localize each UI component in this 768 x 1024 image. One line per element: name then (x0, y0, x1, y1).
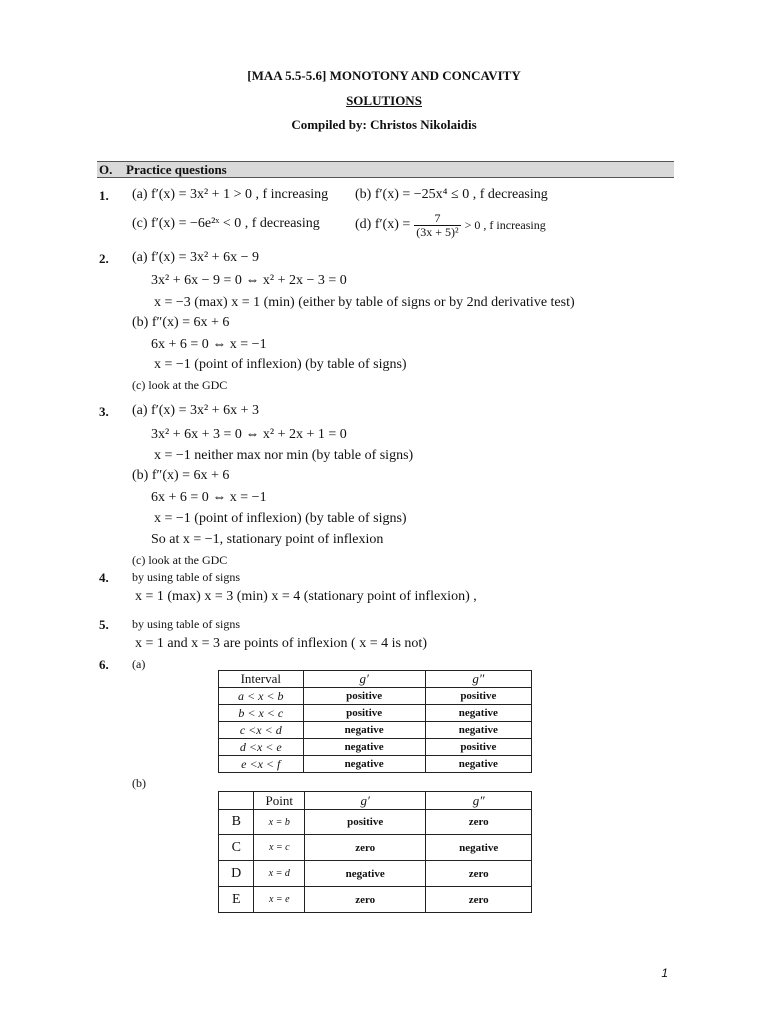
table-row (219, 756, 532, 773)
g-prime-header (303, 671, 425, 688)
solutions-heading (0, 93, 768, 109)
question-1-number: 1. (99, 188, 109, 203)
interval-cell (219, 705, 304, 722)
q2-line-5: 6x + 6 = 0 ⇔ x = −1 (151, 337, 267, 352)
table-row (219, 722, 532, 739)
g-prime-label: g′ (359, 671, 369, 686)
g-double-prime-header (425, 671, 531, 688)
table-row (219, 835, 532, 861)
point-x-cell (254, 810, 305, 835)
question-4-number: 4. (99, 570, 109, 585)
table-row (219, 739, 532, 756)
table-row (219, 861, 532, 887)
interval-cell (219, 722, 304, 739)
q3-line-2: 3x² + 6x + 3 = 0 ⇔ x² + 2x + 1 = 0 (151, 427, 347, 442)
g-prime-cell: negative (303, 722, 425, 739)
point-letter: E (219, 887, 254, 913)
q1-part-a: (a) f′(x) = 3x² + 1 > 0 , f increasing (132, 187, 329, 202)
g-prime-cell: zero (305, 887, 426, 913)
section-bar (97, 161, 674, 178)
point-table-header (219, 792, 532, 810)
g-double-prime-cell: positive (425, 688, 531, 705)
point-x-value: x = b (268, 816, 290, 828)
interval-value: e <x < f (241, 756, 281, 771)
document-title: [MAA 5.5-5.6] MONOTONY AND CONCAVITY (247, 68, 521, 83)
q2-line-4: (b) f″(x) = 6x + 6 (132, 315, 230, 330)
compiled-by: Compiled by: Christos Nikolaidis (291, 117, 477, 132)
point-letter: D (219, 861, 254, 887)
solutions-label: SOLUTIONS (346, 93, 422, 108)
interval-value: a < x < b (238, 688, 284, 703)
interval-cell (219, 739, 304, 756)
table-row (219, 705, 532, 722)
g-double-prime-cell: negative (426, 835, 532, 861)
q3-line-1: (a) f′(x) = 3x² + 6x + 3 (132, 403, 259, 418)
interval-table-header (219, 671, 532, 688)
interval-value: c <x < d (239, 722, 282, 737)
g-double-prime-header (426, 792, 532, 810)
question-3-number: 3. (99, 404, 109, 419)
blank-header (219, 792, 254, 810)
q1-d-prefix: (d) f′(x) = (355, 217, 411, 232)
g-prime-header (305, 792, 426, 810)
table-row (219, 887, 532, 913)
q2-line-3: x = −3 (max) x = 1 (min) (either by table of signs or by 2nd derivative test) (154, 295, 575, 310)
g-double-prime-cell: zero (426, 810, 532, 835)
interval-header: Interval (219, 671, 304, 688)
q2-line-7: (c) look at the GDC (132, 378, 228, 392)
q1-d-denominator: (3x + 5)² (416, 224, 459, 239)
q6-part-a-label: (a) (132, 657, 146, 671)
question-2-number: 2. (99, 251, 109, 266)
q3-line-8: (c) look at the GDC (132, 553, 228, 567)
section-title: Practice questions (126, 162, 227, 177)
q4-line-1: by using table of signs (132, 570, 240, 584)
interval-value: d <x < e (239, 739, 282, 754)
point-letter: C (219, 835, 254, 861)
interval-cell (219, 756, 304, 773)
g-double-prime-cell: negative (425, 722, 531, 739)
g-prime-cell: positive (303, 688, 425, 705)
point-x-cell (254, 835, 305, 861)
interval-sign-table (218, 670, 532, 773)
question-5-number: 5. (99, 617, 109, 632)
q5-line-2: x = 1 and x = 3 are points of inflexion ( x = 4 is not) (135, 636, 427, 651)
q4-line-2: x = 1 (max) x = 3 (min) x = 4 (stationary point of inflexion) , (135, 589, 477, 604)
g-double-prime-label: g″ (472, 792, 485, 808)
q1-d-numerator: 7 (414, 212, 460, 226)
q1-d-fraction (414, 212, 460, 239)
page-number: 1 (661, 966, 668, 980)
g-prime-cell: positive (303, 705, 425, 722)
g-double-prime-cell: zero (426, 861, 532, 887)
table-row (219, 688, 532, 705)
g-prime-cell: negative (305, 861, 426, 887)
q5-line-1: by using table of signs (132, 617, 240, 631)
g-prime-cell: zero (305, 835, 426, 861)
point-x-value: x = d (268, 868, 290, 879)
g-prime-cell: negative (303, 756, 425, 773)
q2-line-1: (a) f′(x) = 3x² + 6x − 9 (132, 250, 259, 265)
point-x-cell (254, 861, 305, 887)
g-double-prime-cell: negative (425, 756, 531, 773)
q3-line-7: So at x = −1, stationary point of inflexion (151, 532, 384, 547)
question-6-number: 6. (99, 657, 109, 672)
interval-value: b < x < c (238, 705, 284, 720)
point-header: Point (254, 792, 305, 810)
q1-part-d (355, 206, 546, 244)
q3-line-5: 6x + 6 = 0 ⇔ x = −1 (151, 490, 267, 505)
g-prime-label: g′ (360, 792, 370, 808)
q3-line-4: (b) f″(x) = 6x + 6 (132, 468, 230, 483)
q6-part-b-label: (b) (132, 776, 146, 790)
q2-line-2: 3x² + 6x − 9 = 0 ⇔ x² + 2x − 3 = 0 (151, 273, 347, 288)
point-sign-table (218, 791, 532, 913)
q2-line-6: x = −1 (point of inflexion) (by table of signs) (154, 357, 407, 372)
interval-cell (219, 688, 304, 705)
q3-line-6: x = −1 (point of inflexion) (by table of signs) (154, 511, 407, 526)
q3-line-3: x = −1 neither max nor min (by table of signs) (154, 448, 414, 463)
g-double-prime-cell: zero (426, 887, 532, 913)
section-number: O. (99, 162, 113, 177)
g-double-prime-cell: positive (425, 739, 531, 756)
point-letter: B (219, 810, 254, 835)
point-x-value: x = e (268, 894, 290, 905)
q1-part-b: (b) f′(x) = −25x⁴ ≤ 0 , f decreasing (355, 187, 548, 202)
g-double-prime-label: g″ (472, 671, 485, 686)
g-prime-cell: positive (305, 810, 426, 835)
table-row (219, 810, 532, 835)
g-prime-cell: negative (303, 739, 425, 756)
point-x-cell (254, 887, 305, 913)
q1-part-c: (c) f′(x) = −6e²ˣ < 0 , f decreasing (132, 216, 320, 231)
q1-d-suffix: > 0 , f increasing (464, 217, 546, 232)
point-x-value: x = c (268, 842, 290, 853)
g-double-prime-cell: negative (425, 705, 531, 722)
